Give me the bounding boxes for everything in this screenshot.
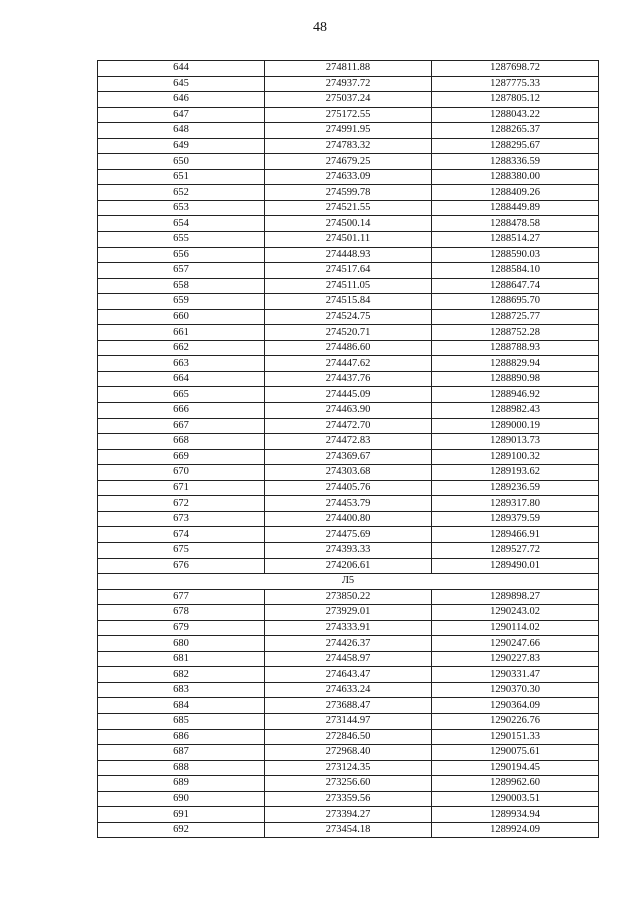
y-coordinate-cell: 1290003.51: [432, 791, 599, 807]
x-coordinate-cell: 274405.76: [265, 480, 432, 496]
point-number-cell: 650: [98, 154, 265, 170]
point-number-cell: 685: [98, 713, 265, 729]
table-row: [98, 776, 599, 792]
x-coordinate-cell: 274520.71: [265, 325, 432, 341]
table-row: [98, 200, 599, 216]
point-number-cell: 665: [98, 387, 265, 403]
table-row: [98, 403, 599, 419]
point-number-cell: 649: [98, 138, 265, 154]
y-coordinate-cell: 1290226.76: [432, 713, 599, 729]
y-coordinate-cell: 1290331.47: [432, 667, 599, 683]
point-number-cell: 677: [98, 589, 265, 605]
table-row: [98, 92, 599, 108]
y-coordinate-cell: 1290194.45: [432, 760, 599, 776]
y-coordinate-cell: 1288788.93: [432, 340, 599, 356]
x-coordinate-cell: 274458.97: [265, 651, 432, 667]
point-number-cell: 661: [98, 325, 265, 341]
x-coordinate-cell: 274472.70: [265, 418, 432, 434]
table-row: [98, 138, 599, 154]
point-number-cell: 689: [98, 776, 265, 792]
point-number-cell: 676: [98, 558, 265, 574]
y-coordinate-cell: 1288752.28: [432, 325, 599, 341]
table-row: [98, 620, 599, 636]
y-coordinate-cell: 1287698.72: [432, 61, 599, 77]
point-number-cell: 672: [98, 496, 265, 512]
table-row: [98, 169, 599, 185]
table-row: [98, 356, 599, 372]
point-number-cell: 674: [98, 527, 265, 543]
section-row: [98, 574, 599, 590]
coordinates-table: [97, 60, 599, 838]
point-number-cell: 666: [98, 403, 265, 419]
y-coordinate-cell: 1288946.92: [432, 387, 599, 403]
y-coordinate-cell: 1290243.02: [432, 605, 599, 621]
y-coordinate-cell: 1289317.80: [432, 496, 599, 512]
y-coordinate-cell: 1288725.77: [432, 309, 599, 325]
x-coordinate-cell: 272968.40: [265, 745, 432, 761]
y-coordinate-cell: 1288409.26: [432, 185, 599, 201]
x-coordinate-cell: 273359.56: [265, 791, 432, 807]
point-number-cell: 658: [98, 278, 265, 294]
table-row: [98, 309, 599, 325]
x-coordinate-cell: 274426.37: [265, 636, 432, 652]
point-number-cell: 656: [98, 247, 265, 263]
table-row: [98, 263, 599, 279]
y-coordinate-cell: 1288295.67: [432, 138, 599, 154]
table-row: [98, 713, 599, 729]
x-coordinate-cell: 274206.61: [265, 558, 432, 574]
x-coordinate-cell: 274486.60: [265, 340, 432, 356]
point-number-cell: 659: [98, 294, 265, 310]
x-coordinate-cell: 273394.27: [265, 807, 432, 823]
x-coordinate-cell: 274811.88: [265, 61, 432, 77]
y-coordinate-cell: 1289898.27: [432, 589, 599, 605]
table-row: [98, 496, 599, 512]
y-coordinate-cell: 1290227.83: [432, 651, 599, 667]
table-row: [98, 418, 599, 434]
section-label: Л5: [98, 574, 599, 590]
point-number-cell: 686: [98, 729, 265, 745]
x-coordinate-cell: 274679.25: [265, 154, 432, 170]
point-number-cell: 669: [98, 449, 265, 465]
table-row: [98, 636, 599, 652]
y-coordinate-cell: 1289466.91: [432, 527, 599, 543]
point-number-cell: 663: [98, 356, 265, 372]
table-row: [98, 791, 599, 807]
x-coordinate-cell: 274475.69: [265, 527, 432, 543]
y-coordinate-cell: 1290370.30: [432, 682, 599, 698]
table-row: [98, 527, 599, 543]
y-coordinate-cell: 1289527.72: [432, 542, 599, 558]
x-coordinate-cell: 273256.60: [265, 776, 432, 792]
x-coordinate-cell: 274517.64: [265, 263, 432, 279]
table-row: [98, 387, 599, 403]
point-number-cell: 664: [98, 371, 265, 387]
x-coordinate-cell: 275037.24: [265, 92, 432, 108]
y-coordinate-cell: 1288043.22: [432, 107, 599, 123]
table-row: [98, 61, 599, 77]
x-coordinate-cell: 273850.22: [265, 589, 432, 605]
table-row: [98, 698, 599, 714]
y-coordinate-cell: 1289379.59: [432, 511, 599, 527]
table-row: [98, 325, 599, 341]
table-row: [98, 745, 599, 761]
point-number-cell: 684: [98, 698, 265, 714]
table-row: [98, 822, 599, 838]
point-number-cell: 646: [98, 92, 265, 108]
table-row: [98, 123, 599, 139]
point-number-cell: 657: [98, 263, 265, 279]
x-coordinate-cell: 273454.18: [265, 822, 432, 838]
point-number-cell: 682: [98, 667, 265, 683]
y-coordinate-cell: 1288449.89: [432, 200, 599, 216]
y-coordinate-cell: 1288336.59: [432, 154, 599, 170]
y-coordinate-cell: 1289924.09: [432, 822, 599, 838]
point-number-cell: 644: [98, 61, 265, 77]
table-row: [98, 667, 599, 683]
x-coordinate-cell: 274303.68: [265, 465, 432, 481]
x-coordinate-cell: 274400.80: [265, 511, 432, 527]
x-coordinate-cell: 274472.83: [265, 434, 432, 450]
table-row: [98, 232, 599, 248]
table-row: [98, 216, 599, 232]
y-coordinate-cell: 1287805.12: [432, 92, 599, 108]
x-coordinate-cell: 273929.01: [265, 605, 432, 621]
x-coordinate-cell: 274991.95: [265, 123, 432, 139]
y-coordinate-cell: 1288584.10: [432, 263, 599, 279]
point-number-cell: 671: [98, 480, 265, 496]
y-coordinate-cell: 1288890.98: [432, 371, 599, 387]
table-row: [98, 542, 599, 558]
y-coordinate-cell: 1290364.09: [432, 698, 599, 714]
table-row: [98, 107, 599, 123]
table-row: [98, 465, 599, 481]
y-coordinate-cell: 1288590.03: [432, 247, 599, 263]
point-number-cell: 662: [98, 340, 265, 356]
point-number-cell: 654: [98, 216, 265, 232]
x-coordinate-cell: 274515.84: [265, 294, 432, 310]
y-coordinate-cell: 1289962.60: [432, 776, 599, 792]
y-coordinate-cell: 1288380.00: [432, 169, 599, 185]
x-coordinate-cell: 274369.67: [265, 449, 432, 465]
table-row: [98, 294, 599, 310]
table-row: [98, 278, 599, 294]
table-row: [98, 682, 599, 698]
point-number-cell: 680: [98, 636, 265, 652]
table-row: [98, 558, 599, 574]
x-coordinate-cell: 274447.62: [265, 356, 432, 372]
x-coordinate-cell: 274521.55: [265, 200, 432, 216]
table-row: [98, 651, 599, 667]
x-coordinate-cell: 275172.55: [265, 107, 432, 123]
y-coordinate-cell: 1289490.01: [432, 558, 599, 574]
y-coordinate-cell: 1287775.33: [432, 76, 599, 92]
x-coordinate-cell: 274393.33: [265, 542, 432, 558]
y-coordinate-cell: 1289000.19: [432, 418, 599, 434]
table-row: [98, 807, 599, 823]
point-number-cell: 683: [98, 682, 265, 698]
point-number-cell: 673: [98, 511, 265, 527]
x-coordinate-cell: 274453.79: [265, 496, 432, 512]
table-row: [98, 247, 599, 263]
x-coordinate-cell: 274599.78: [265, 185, 432, 201]
y-coordinate-cell: 1290151.33: [432, 729, 599, 745]
point-number-cell: 660: [98, 309, 265, 325]
point-number-cell: 687: [98, 745, 265, 761]
table-row: [98, 185, 599, 201]
x-coordinate-cell: 274437.76: [265, 371, 432, 387]
x-coordinate-cell: 274643.47: [265, 667, 432, 683]
y-coordinate-cell: 1288265.37: [432, 123, 599, 139]
x-coordinate-cell: 274463.90: [265, 403, 432, 419]
y-coordinate-cell: 1290075.61: [432, 745, 599, 761]
y-coordinate-cell: 1288829.94: [432, 356, 599, 372]
y-coordinate-cell: 1289100.32: [432, 449, 599, 465]
point-number-cell: 692: [98, 822, 265, 838]
point-number-cell: 652: [98, 185, 265, 201]
page-number: 48: [313, 20, 327, 35]
x-coordinate-cell: 273688.47: [265, 698, 432, 714]
y-coordinate-cell: 1290247.66: [432, 636, 599, 652]
x-coordinate-cell: 274633.24: [265, 682, 432, 698]
x-coordinate-cell: 273124.35: [265, 760, 432, 776]
y-coordinate-cell: 1289013.73: [432, 434, 599, 450]
point-number-cell: 691: [98, 807, 265, 823]
x-coordinate-cell: 274511.05: [265, 278, 432, 294]
point-number-cell: 675: [98, 542, 265, 558]
table-row: [98, 480, 599, 496]
y-coordinate-cell: 1289193.62: [432, 465, 599, 481]
table-row: [98, 605, 599, 621]
x-coordinate-cell: 274501.11: [265, 232, 432, 248]
table-row: [98, 154, 599, 170]
x-coordinate-cell: 274448.93: [265, 247, 432, 263]
table-row: [98, 511, 599, 527]
y-coordinate-cell: 1288514.27: [432, 232, 599, 248]
table-row: [98, 76, 599, 92]
point-number-cell: 648: [98, 123, 265, 139]
table-row: [98, 340, 599, 356]
y-coordinate-cell: 1288478.58: [432, 216, 599, 232]
table-row: [98, 760, 599, 776]
point-number-cell: 668: [98, 434, 265, 450]
point-number-cell: 645: [98, 76, 265, 92]
table-row: [98, 371, 599, 387]
x-coordinate-cell: 272846.50: [265, 729, 432, 745]
y-coordinate-cell: 1290114.02: [432, 620, 599, 636]
point-number-cell: 655: [98, 232, 265, 248]
table-row: [98, 589, 599, 605]
point-number-cell: 667: [98, 418, 265, 434]
x-coordinate-cell: 274633.09: [265, 169, 432, 185]
x-coordinate-cell: 274937.72: [265, 76, 432, 92]
x-coordinate-cell: 274333.91: [265, 620, 432, 636]
x-coordinate-cell: 274445.09: [265, 387, 432, 403]
x-coordinate-cell: 273144.97: [265, 713, 432, 729]
x-coordinate-cell: 274500.14: [265, 216, 432, 232]
coordinates-table-body: [98, 61, 599, 838]
y-coordinate-cell: 1288647.74: [432, 278, 599, 294]
point-number-cell: 653: [98, 200, 265, 216]
point-number-cell: 681: [98, 651, 265, 667]
point-number-cell: 647: [98, 107, 265, 123]
point-number-cell: 670: [98, 465, 265, 481]
point-number-cell: 688: [98, 760, 265, 776]
table-row: [98, 449, 599, 465]
y-coordinate-cell: 1289934.94: [432, 807, 599, 823]
point-number-cell: 651: [98, 169, 265, 185]
x-coordinate-cell: 274783.32: [265, 138, 432, 154]
y-coordinate-cell: 1289236.59: [432, 480, 599, 496]
y-coordinate-cell: 1288982.43: [432, 403, 599, 419]
y-coordinate-cell: 1288695.70: [432, 294, 599, 310]
table-row: [98, 434, 599, 450]
point-number-cell: 679: [98, 620, 265, 636]
x-coordinate-cell: 274524.75: [265, 309, 432, 325]
point-number-cell: 678: [98, 605, 265, 621]
point-number-cell: 690: [98, 791, 265, 807]
table-row: [98, 729, 599, 745]
